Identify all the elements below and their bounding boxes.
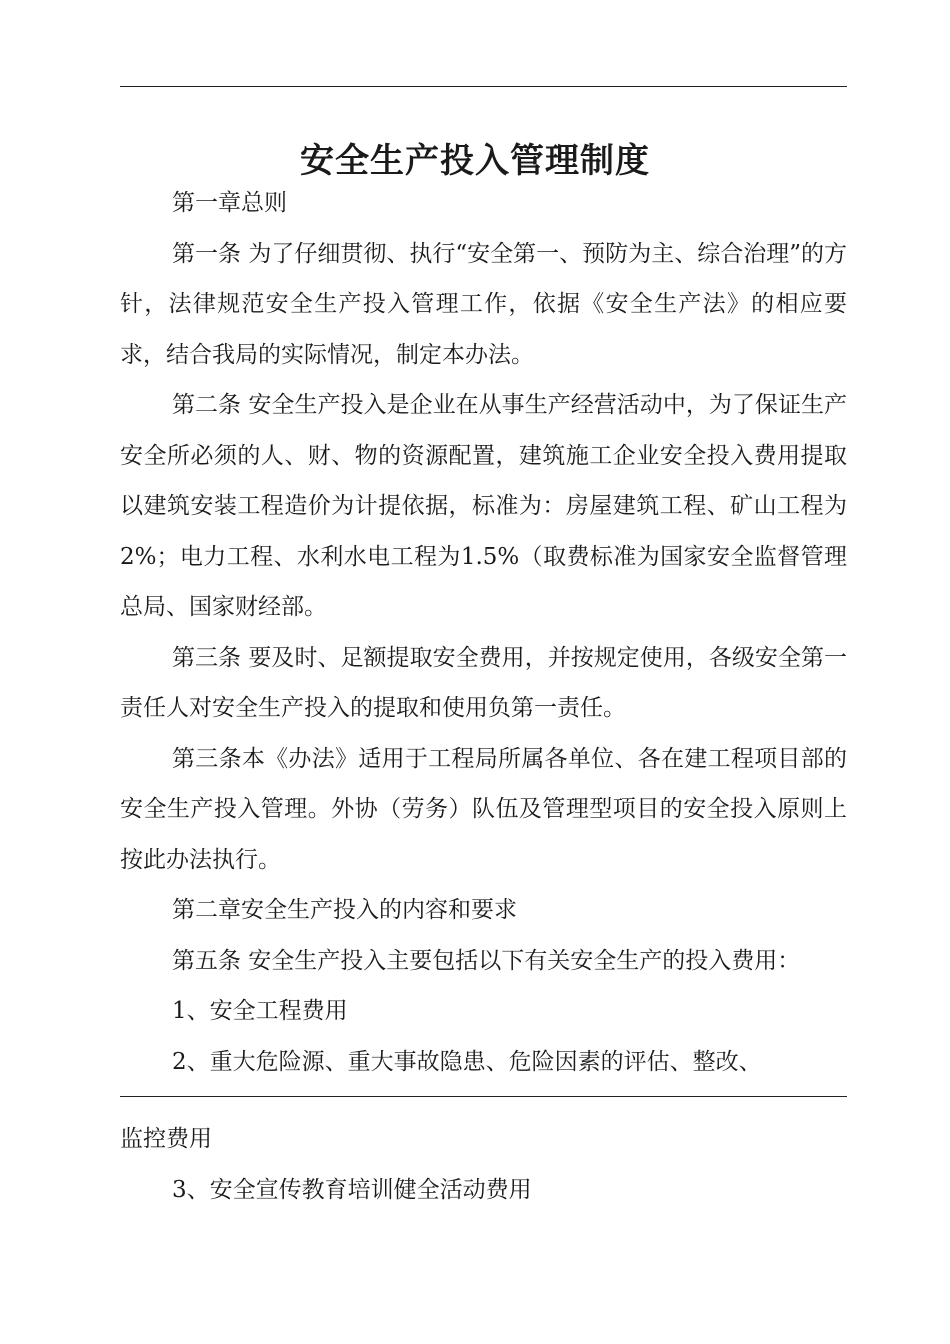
article-2-paragraph: 第二条 安全生产投入是企业在从事生产经营活动中，为了保证生产安全所必须的人、财、物的资源配置，建筑施工企业安全投入费用提取以建筑安装工程造价为计提依据，标准为：房屋建筑工程、矿山工程为2%；电力工程、水利水电工程为1.5%（取费标准为国家安全监督管理总局、国家财经部。 <box>120 392 847 620</box>
list-item-2-continuation: 监控费用 <box>120 1126 212 1152</box>
chapter-2-heading: 第二章安全生产投入的内容和要求 <box>172 897 517 923</box>
list-item-2: 2、重大危险源、重大事故隐患、危险因素的评估、整改、 <box>172 1048 762 1075</box>
chapter-1-heading: 第一章总则 <box>172 190 287 216</box>
page-title: 安全生产投入管理制度 <box>300 140 650 181</box>
article-3b-paragraph: 第三条本《办法》适用于工程局所属各单位、各在建工程项目部的安全生产投入管理。外协（劳务）队伍及管理型项目的安全投入原则上按此办法执行。 <box>120 745 847 873</box>
document-body-page-2 <box>120 1114 847 1215</box>
page-top-rule <box>120 86 847 87</box>
page-break-rule <box>120 1096 847 1097</box>
document-body-page-1 <box>120 178 847 1087</box>
list-item-3: 3、安全宣传教育培训健全活动费用 <box>172 1176 532 1203</box>
article-5-paragraph: 第五条 安全生产投入主要包括以下有关安全生产的投入费用： <box>172 947 801 974</box>
article-3-paragraph: 第三条 要及时、足额提取安全费用，并按规定使用，各级安全第一责任人对安全生产投入的提取和使用负第一责任。 <box>120 644 847 721</box>
article-1-paragraph: 第一条 为了仔细贯彻、执行“安全第一、预防为主、综合治理”的方针，法律规范安全生产投入管理工作，依据《安全生产法》的相应要求，结合我局的实际情况，制定本办法。 <box>120 240 847 368</box>
list-item-1: 1、安全工程费用 <box>172 998 348 1024</box>
